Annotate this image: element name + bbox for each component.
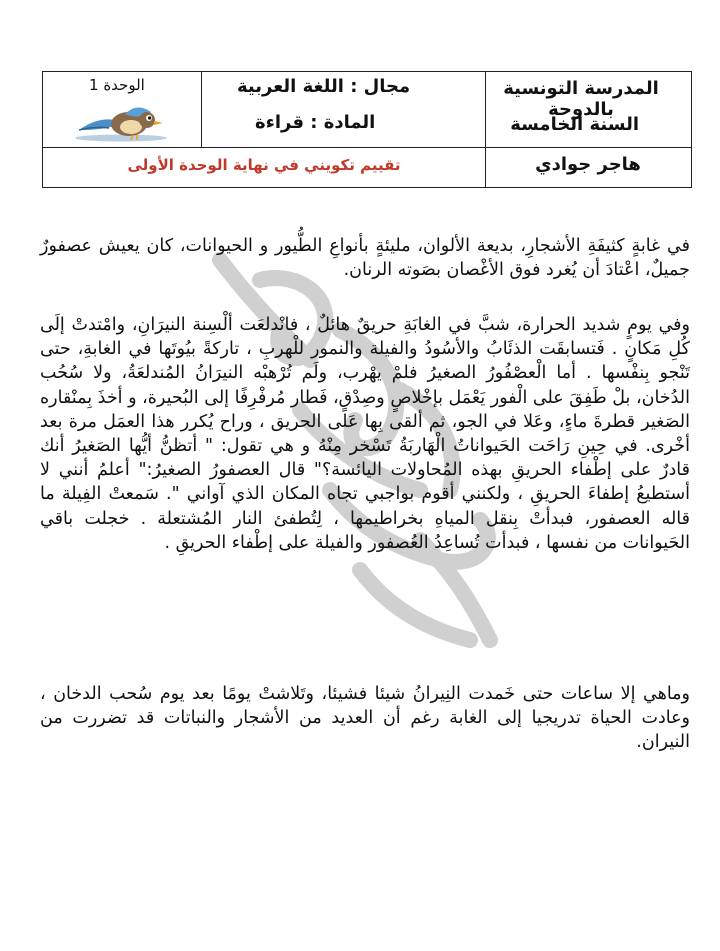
unit-cell	[43, 72, 201, 147]
domain-cell	[201, 72, 485, 147]
teacher-cell	[485, 148, 691, 188]
evaluation-title: تقييم تكويني في نهاية الوحدة الأولى	[127, 156, 401, 174]
teacher-name: هاجر جوادي	[535, 154, 641, 175]
evaluation-cell	[43, 148, 485, 188]
unit-label: الوحدة 1	[89, 76, 145, 94]
subject-label: المادة : قراءة	[255, 112, 376, 133]
header-row-bottom	[43, 148, 691, 188]
paragraph-3: وماهي إلا ساعات حتى خَمدت النِيرانُ شيئا فشيئا، وتَلاشتْ يومًا بعد يوم سُحب الدخان ، وعادت الحياة تدريجيا إلى الغابة رغم أن العديد من الأشجار والنباتات قد تضررت من النيران.	[40, 684, 690, 753]
domain-label: مجال : اللغة العربية	[237, 76, 411, 97]
header-row-top	[43, 72, 691, 148]
school-cell	[485, 72, 691, 147]
paragraph-1: في غابةٍ كثيفَةِ الأشجارِ، بديعة الألوان، مليئةٍ بأنواعِ الطُّيور و الحيوانات، كان يعيش عصفورٌ جميلٌ، اعْتادَ أن يُغرد فوق الأغْصان بصَوته الرنان.	[40, 236, 690, 281]
bird-icon	[71, 100, 171, 142]
school-name: المدرسة التونسية بالدوحة	[503, 78, 659, 120]
paragraph-2: وفي يومٍ شديد الحرارة، شبَّ في الغابَةِ حريقٌ هائلٌ ، فانْدلعَت ألْسِنة النيرَانِ، وامْتدتْ إلَى كُلِ مَكانٍ . فَتسابقَت الذئَابُ والأسُودُ والفيلة والنمور للْهربِ ، تاركةً بيُوتَها في الغابةِ، حتى تَنْجو بِنفْسها . أما الْعصْفُورُ الصغيرُ فلمْ يهْرب، ولَم تُرْهبْه النيرَانُ المُندلعَةُ، ولا سُحُب الدُخان، بلْ طَفِقَ على الْفور يَعْمَل بإخْلاصٍ وصِدْقٍ، فَطار مُرفْرِفًا إلى البُحيرة، و أخذَ بِمنْقاره الصَغير قطرةَ ماءٍ، وعَلا في الجو، ثم ألقى بِها عَلى الحريق ، وراح يُكرر هذا العمَل مرة بعد أخْرى. في حِينِ رَاحَت الحَيواناتُ الْهَاربَةُ تَسْخر مِنْهُ و هي تقول: " أتظنُّ أيُّها الصَغيرُ أنك قادرٌ على إطْفاء الحريقِ بهذه المُحاولات اليائسة؟" قال العصفورُ الصغيرُ:" أعلمُ أنني لا أستطيعُ إطفاءَ الحريقِ ، ولكنني أقوم بواجبي تجاه المكان الذي آواني ". سَمعتْ الفِيلة ما قاله العصفور، فبدأتْ بِنقل المياهِ بخراطيمها ، لِتُطفئ النار المُشتعلة . خجلت باقي الحَيوانات من نفسها ، فبدأت تُساعِدُ العُصفور والفيلة على إطْفاء الحريقِ .	[40, 315, 690, 553]
school-year: السنة الخامسة	[510, 114, 639, 135]
header-table	[42, 71, 692, 188]
